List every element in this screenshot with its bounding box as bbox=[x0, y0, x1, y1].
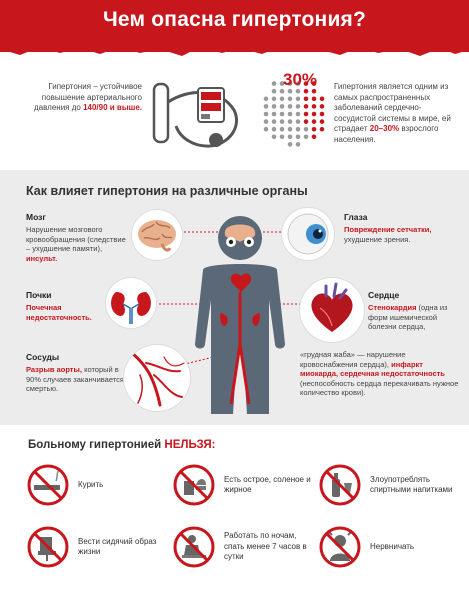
vessels-image bbox=[124, 345, 190, 411]
population-dot bbox=[320, 119, 325, 124]
population-dot bbox=[304, 119, 309, 124]
population-dot bbox=[264, 119, 269, 124]
heart-highlight-2: инфаркт миокарда, сердечная недостаточность bbox=[300, 359, 445, 378]
population-dot bbox=[288, 119, 293, 124]
population-dot bbox=[272, 97, 277, 102]
population-dot bbox=[272, 119, 277, 124]
brain-title: Мозг bbox=[26, 212, 46, 222]
percent-figure: 30% bbox=[283, 70, 318, 89]
population-dot bbox=[296, 142, 301, 147]
population-dot bbox=[264, 97, 269, 102]
heart-block-top bbox=[368, 290, 460, 332]
prevalence-text bbox=[334, 82, 456, 145]
eyes-text: ухудшение зрения. bbox=[344, 234, 411, 244]
eye-image bbox=[282, 208, 334, 260]
tonometer-icon bbox=[150, 74, 246, 154]
vessels-text: который в 90% случаев заканчивается смертью. bbox=[26, 365, 124, 393]
eyes-block bbox=[344, 212, 454, 244]
heart-description-bottom bbox=[300, 350, 460, 398]
population-dot bbox=[304, 127, 309, 132]
ban-item-sitting bbox=[26, 525, 166, 569]
restrictions-title bbox=[28, 439, 215, 451]
population-dot bbox=[288, 112, 293, 117]
population-dot bbox=[272, 127, 277, 132]
page-title: Чем опасна гипертония? bbox=[102, 8, 367, 31]
intro-section bbox=[0, 56, 469, 166]
kidneys-description bbox=[26, 303, 116, 322]
no-stress-icon bbox=[318, 525, 362, 569]
header-banner bbox=[0, 0, 469, 52]
population-dot bbox=[304, 104, 309, 109]
heart-block-bottom bbox=[300, 350, 460, 398]
brain-block bbox=[26, 212, 130, 263]
organs-title: Как влияет гипертония на различные органы bbox=[26, 184, 308, 198]
kidneys-title: Почки bbox=[26, 290, 52, 300]
population-dot bbox=[320, 112, 325, 117]
ban-label-sitting: Вести сидячий образ жизни bbox=[78, 536, 157, 556]
population-dot bbox=[280, 104, 285, 109]
ban-label-stress: Нервничать bbox=[370, 541, 415, 551]
population-dot bbox=[264, 112, 269, 117]
population-dot bbox=[296, 119, 301, 124]
heart-description-top bbox=[368, 303, 460, 332]
vessels-description bbox=[26, 365, 124, 394]
human-body-figure bbox=[185, 214, 295, 419]
no-smoking-icon bbox=[26, 463, 70, 507]
no-fastfood-icon bbox=[172, 463, 216, 507]
restrictions-title-emphasis: НЕЛЬЗЯ: bbox=[164, 439, 216, 451]
population-dot bbox=[296, 112, 301, 117]
population-dot bbox=[288, 127, 293, 132]
heart-text-1: (одна из форм ишемической болезни сердца, bbox=[368, 303, 448, 331]
brain-text: Нарушение мозгового кровообращения (следствие – ухудшение памяти), bbox=[26, 225, 126, 253]
population-dot bbox=[264, 127, 269, 132]
population-dot bbox=[304, 112, 309, 117]
vessels-highlight: Разрыв аорты, bbox=[26, 365, 82, 374]
population-dot bbox=[272, 112, 277, 117]
population-dot bbox=[312, 97, 317, 102]
ban-label-night-work: Работать по ночам, спать менее 7 часов в сутки bbox=[224, 531, 307, 562]
population-dot bbox=[280, 112, 285, 117]
heart-highlight: Стенокардия bbox=[368, 303, 417, 312]
population-dot bbox=[272, 89, 277, 94]
ban-label-food: Есть острое, соленое и жирное bbox=[224, 474, 311, 494]
population-dot bbox=[288, 97, 293, 102]
population-dot bbox=[312, 119, 317, 124]
ban-item-stress bbox=[318, 525, 464, 569]
definition-body: Гипертония – устойчивое повышение артериального давления до bbox=[33, 82, 142, 112]
vessels-title: Сосуды bbox=[26, 352, 60, 362]
population-dot bbox=[280, 135, 285, 140]
restrictions-section bbox=[0, 425, 469, 600]
heart-image bbox=[300, 278, 364, 342]
ban-label-alcohol: Злоупотреблять спиртными напитками bbox=[370, 474, 453, 494]
vessels-block bbox=[26, 352, 124, 394]
eyes-title: Глаза bbox=[344, 212, 368, 222]
kidneys-highlight: Почечная недостаточность. bbox=[26, 303, 92, 322]
population-dot bbox=[296, 127, 301, 132]
population-dot bbox=[320, 104, 325, 109]
kidneys-image bbox=[106, 278, 156, 328]
population-dot bbox=[280, 127, 285, 132]
heart-title: Сердце bbox=[368, 290, 400, 300]
population-dot bbox=[288, 104, 293, 109]
ban-item-alcohol bbox=[318, 463, 464, 507]
population-dot bbox=[272, 81, 277, 86]
restrictions-title-start: Больному гипертонией bbox=[28, 439, 162, 451]
heart-text-2: «грудная жаба» — нарушение кровоснабжения сердца), bbox=[300, 350, 406, 369]
population-dot bbox=[296, 97, 301, 102]
brain-highlight: инсульт. bbox=[26, 253, 58, 263]
no-night-work-icon bbox=[172, 525, 216, 569]
no-sitting-icon bbox=[26, 525, 70, 569]
heart-text-3: (неспособность сердца перекачивать нужное количество крови). bbox=[300, 378, 459, 397]
eyes-description bbox=[344, 225, 454, 244]
population-dot bbox=[304, 97, 309, 102]
population-dot bbox=[272, 104, 277, 109]
ban-label-smoking: Курить bbox=[78, 479, 104, 489]
population-dot bbox=[312, 104, 317, 109]
population-dot bbox=[296, 104, 301, 109]
population-dot bbox=[280, 119, 285, 124]
population-dot bbox=[320, 127, 325, 132]
ban-item-food bbox=[172, 463, 312, 507]
prevalence-value: 20–30% bbox=[369, 124, 400, 133]
brain-description bbox=[26, 225, 130, 263]
ban-item-smoking bbox=[26, 463, 166, 507]
population-dot bbox=[272, 135, 277, 140]
eyes-highlight: Повреждение сетчатки, bbox=[344, 225, 432, 234]
population-dot bbox=[264, 104, 269, 109]
population-dot bbox=[280, 97, 285, 102]
pressure-threshold: 140/90 и выше. bbox=[83, 103, 142, 112]
ban-item-night-work bbox=[172, 525, 318, 569]
population-dot bbox=[296, 135, 301, 140]
no-alcohol-icon bbox=[318, 463, 362, 507]
brain-image bbox=[132, 210, 182, 260]
definition-text bbox=[30, 82, 142, 114]
prevalence-body: Гипертония является одним из самых распространенных заболеваний сердечно-сосудистой системы в мире, ей страдает bbox=[334, 82, 451, 133]
population-dot bbox=[304, 135, 309, 140]
prevalence-tail: взрослого населения. bbox=[334, 124, 439, 144]
population-dot bbox=[320, 97, 325, 102]
population-dot bbox=[312, 135, 317, 140]
organs-section bbox=[0, 170, 469, 425]
population-dot bbox=[288, 142, 293, 147]
population-dot bbox=[288, 135, 293, 140]
population-dot bbox=[312, 112, 317, 117]
kidneys-block bbox=[26, 290, 116, 322]
population-dot bbox=[312, 127, 317, 132]
